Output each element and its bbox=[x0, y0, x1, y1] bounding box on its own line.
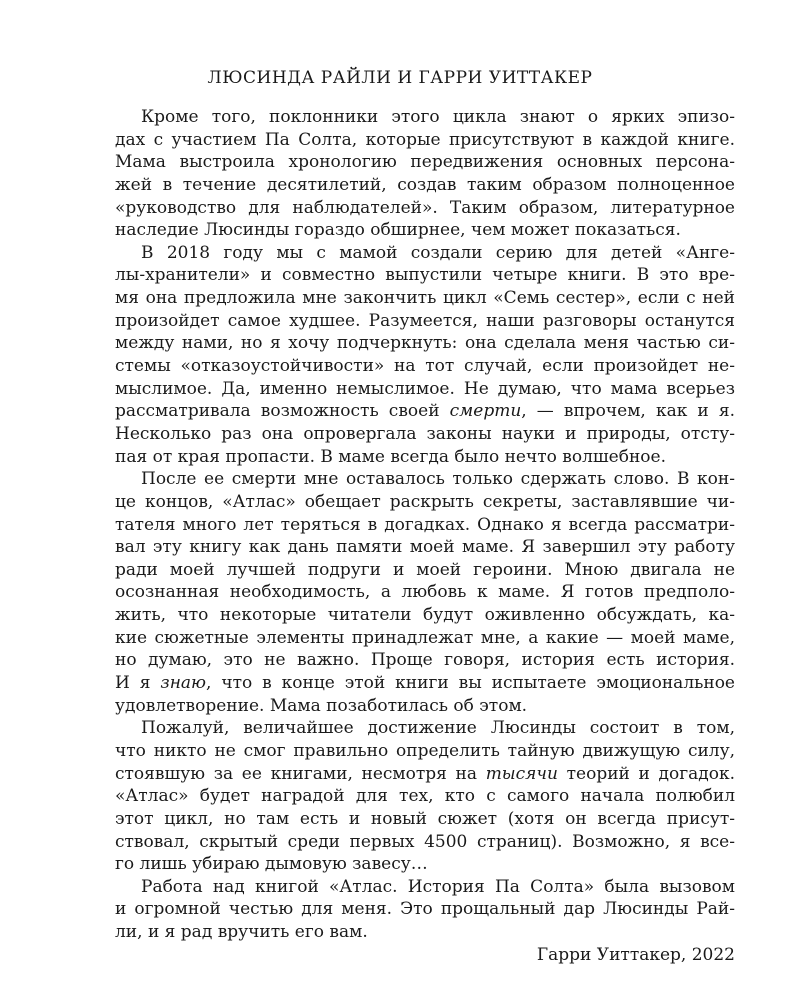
text-line: наследие Люсинды гораздо обширнее, чем может показаться. bbox=[115, 220, 681, 241]
text-line: го лишь убираю дымовую завесу… bbox=[115, 854, 428, 875]
text-line: пая от края пропасти. В маме всегда было нечто волшебное. bbox=[115, 446, 667, 467]
text-line: вал эту книгу как дань памяти моей маме. Я завершил эту работу bbox=[115, 537, 735, 558]
text-segment: , — впрочем, как и я. bbox=[521, 401, 735, 422]
text-line: ствовал, скрытый среди первых 4500 страниц). Возможно, я все- bbox=[115, 831, 735, 852]
italic-word: знаю bbox=[160, 673, 206, 694]
text-line: лы-хранители» и совместно выпустили четыре книги. В это вре- bbox=[115, 265, 735, 286]
text-line: Пожалуй, величайшее достижение Люсинды состоит в том, bbox=[141, 718, 735, 739]
text-line: После ее смерти мне оставалось только сдержать слово. В кон- bbox=[141, 469, 735, 490]
text-segment: теорий и догадок. bbox=[557, 763, 735, 784]
text-line: этот цикл, но там есть и новый сюжет (хотя он всегда присут- bbox=[115, 808, 735, 829]
text-line bbox=[115, 763, 735, 786]
text-line: удовлетворение. Мама позаботилась об этом. bbox=[115, 695, 528, 716]
text-line: Мама выстроила хронологию передвижения основных персона- bbox=[115, 152, 735, 173]
text-line: мыслимое. Да, именно немыслимое. Не думаю, что мама всерьез bbox=[115, 378, 735, 399]
text-line: В 2018 году мы с мамой создали серию для детей «Анге- bbox=[141, 242, 735, 263]
signature-line: Гарри Уиттакер, 2022 bbox=[536, 944, 735, 965]
text-line: «руководство для наблюдателей». Таким образом, литературное bbox=[115, 197, 735, 218]
text-line: Несколько раз она опровергала законы науки и природы, отсту- bbox=[115, 423, 735, 444]
text-segment: , что в конце этой книги вы испытаете эмоциональное bbox=[206, 673, 735, 694]
text-line: произойдет самое худшее. Разумеется, наши разговоры останутся bbox=[115, 310, 735, 331]
italic-word: тысячи bbox=[485, 763, 558, 784]
text-line: стемы «отказоустойчивости» на тот случай, если произойдет не- bbox=[115, 356, 735, 377]
text-line: «Атлас» будет наградой для тех, кто с самого начала полюбил bbox=[115, 786, 735, 807]
text-line bbox=[115, 672, 735, 695]
text-line: Работа над книгой «Атлас. История Па Солта» была вызовом bbox=[141, 876, 735, 897]
text-line: мя она предложила мне закончить цикл «Семь сестер», если с ней bbox=[115, 288, 735, 309]
text-line: кие сюжетные элементы принадлежат мне, а какие — моей маме, bbox=[115, 627, 735, 648]
text-line: осознанная необходимость, а любовь к маме. Я готов предполо- bbox=[115, 582, 735, 603]
running-header: ЛЮСИНДА РАЙЛИ И ГАРРИ УИТТАКЕР bbox=[207, 68, 593, 88]
text-line: Кроме того, поклонники этого цикла знают о ярких эпизо- bbox=[141, 107, 735, 127]
text-line: жить, что некоторые читатели будут оживленно обсуждать, ка- bbox=[115, 605, 735, 626]
text-segment: рассматривала возможность своей bbox=[115, 401, 450, 422]
text-segment: стоявшую за ее книгами, несмотря на bbox=[115, 763, 486, 784]
text-segment: И я bbox=[115, 673, 161, 694]
text-line: дах с участием Па Солта, которые присутствуют в каждой книге. bbox=[115, 129, 735, 150]
text-line: и огромной честью для меня. Это прощальный дар Люсинды Рай- bbox=[115, 899, 735, 920]
italic-word: смерти bbox=[449, 401, 522, 422]
text-line: тателя много лет теряться в догадках. Однако я всегда рассматри- bbox=[115, 514, 735, 535]
text-line: ради моей лучшей подруги и моей героини. Мною двигала не bbox=[115, 559, 735, 580]
text-line: ли, и я рад вручить его вам. bbox=[115, 922, 368, 943]
text-line: что никто не смог правильно определить тайную движущую силу, bbox=[115, 740, 735, 761]
text-line: жей в течение десятилетий, создав таким образом полноценное bbox=[115, 174, 735, 195]
text-line: но думаю, это не важно. Проще говоря, история есть история. bbox=[115, 650, 735, 671]
text-line: це концов, «Атлас» обещает раскрыть секреты, заставлявшие чи- bbox=[115, 491, 735, 512]
text-line bbox=[115, 400, 735, 423]
text-line: между нами, но я хочу подчеркнуть: она сделала меня частью си- bbox=[115, 333, 735, 354]
body-text bbox=[115, 106, 735, 966]
